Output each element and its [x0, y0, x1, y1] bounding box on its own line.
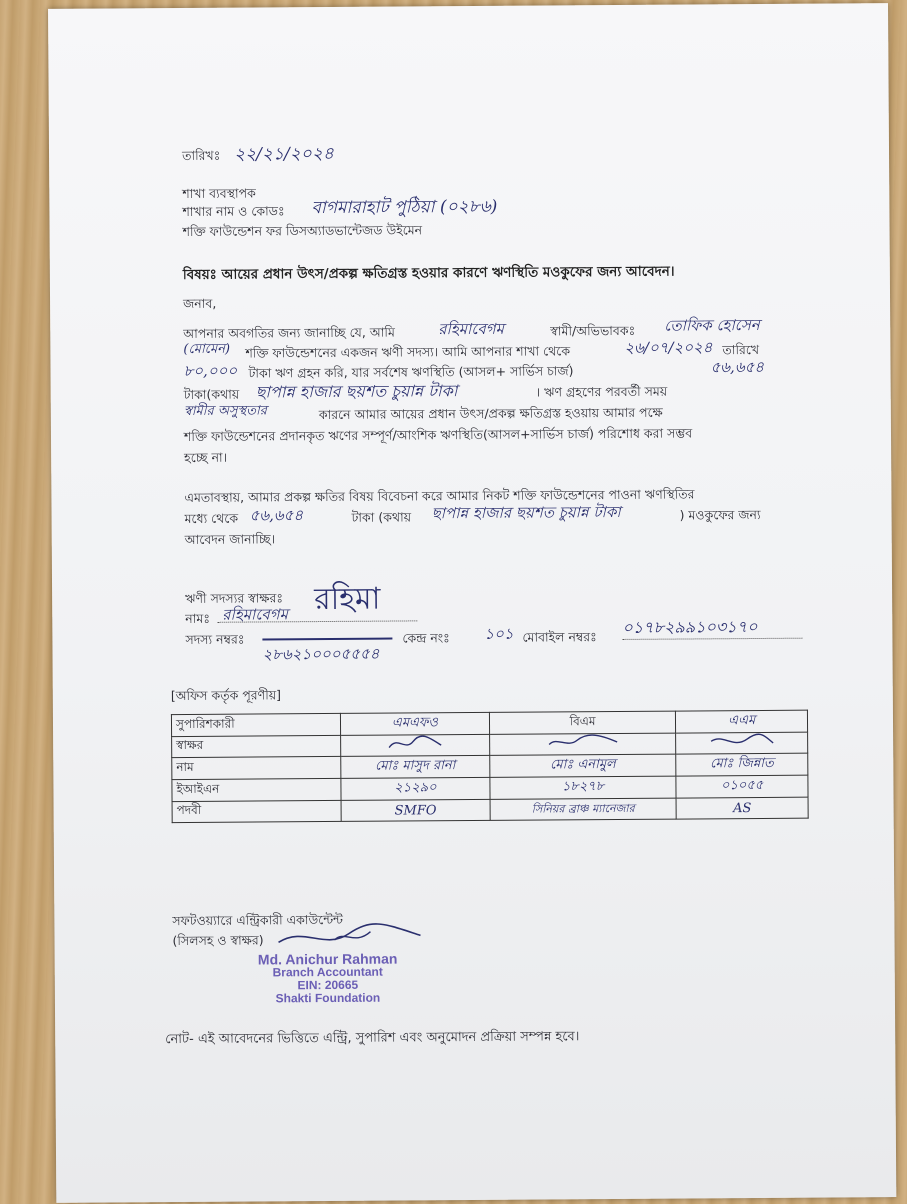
office-approval-table: [171, 710, 809, 823]
am-name: মোঃ জিন্নাত: [676, 753, 808, 776]
header-am: এএম: [676, 710, 808, 733]
para1-line3-a: টাকা ঋণ গ্রহন করি, যার সর্বশেষ ঋণস্থিতি (আসল+ সার্ভিস চার্জ): [248, 363, 574, 381]
row-label-signature: স্বাক্ষর: [172, 735, 341, 757]
accountant-signature: [274, 921, 424, 952]
accountant-seal-label: (সিলসহ ও স্বাক্ষর): [172, 932, 264, 949]
bm-ein: ১৮২৭৮: [490, 776, 677, 799]
date-label: তারিখঃ: [181, 147, 221, 163]
footer-note: নোট- এই আবেদনের ভিত্তিতে এন্ট্রি, সুপারিশ এবং অনুমোদন প্রক্রিয়া সম্পন্ন হবে।: [165, 1029, 580, 1048]
mfo-name: মোঃ মাসুদ রানা: [341, 755, 490, 778]
guardian-suffix: (মোমেন): [183, 341, 231, 357]
bm-signature-scribble: [543, 734, 623, 751]
header-bm: বিএম: [489, 711, 676, 734]
am-signature: [676, 732, 808, 754]
stamp-ein: EIN: 20665: [297, 977, 359, 993]
waiver-amount: ৫৬,৬৫৪: [249, 506, 304, 525]
struck-member-id: [262, 628, 392, 641]
para1-line1-a: আপনার অবগতির জন্য জানাচ্ছি যে, আমি: [183, 324, 395, 341]
application-form-paper: [48, 3, 896, 1203]
para1-line2-b: তারিখে: [722, 341, 760, 358]
para1-line5-a: কারনে আমার আয়ের প্রধান উৎস/প্রকল্প ক্ষতিগ্রস্ত হওয়ায় আমার পক্ষে: [318, 404, 663, 423]
table-row: [172, 797, 808, 822]
para1-line6: শক্তি ফাউন্ডেশনের প্রদানকৃত ঋণের সম্পূর্ণ/আংশিক ঋণস্থিতি(আসল+সার্ভিস চার্জ) পরিশোধ করা সম্ভব: [183, 425, 693, 444]
stamp-title: Branch Accountant: [272, 964, 383, 980]
mfo-signature-scribble: [385, 735, 445, 751]
balance-in-words: ছাপান্ন হাজার ছয়শত চুয়ান্ন টাকা: [255, 381, 458, 402]
para1-line4-b: । ঋণ গ্রহণের পরবর্তী সময়: [535, 383, 668, 400]
office-use-label: [অফিস কর্তৃক পূরণীয়]: [170, 687, 282, 704]
row-label-name: নাম: [172, 756, 341, 779]
center-label: কেন্দ্র নংঃ: [402, 630, 450, 646]
mfo-ein: ২১২৯০: [341, 777, 490, 800]
branch-name-label: শাখার নাম ও কোডঃ: [182, 203, 285, 219]
guardian-name: তোফিক হোসেন: [664, 315, 760, 335]
para2-line3: আবেদন জানাচ্ছি।: [184, 531, 276, 547]
bm-name: মোঃ এনামুল: [490, 754, 677, 777]
para1-line1-b: স্বামী/অভিভাবকঃ: [550, 322, 636, 339]
para2-line2-b: টাকা (কথায়: [351, 509, 412, 525]
member-id: ২৮৬২১০০০৫৫৫৪: [262, 644, 380, 664]
loss-reason: স্বামীর অসুস্থতার: [183, 403, 267, 419]
member-id-label: সদস্য নম্বরঃ: [185, 631, 245, 647]
header-recommender: সুপারিশকারী: [171, 713, 340, 736]
loan-balance: ৫৬,৬৫৪: [710, 357, 765, 377]
para2-line1: এমতাবস্থায়, আমার প্রকল্প ক্ষতির বিষয় বিবেচনা করে আমার নিকট শক্তি ফাউন্ডেশনের পাওনা ঋণস্থিতির: [184, 486, 695, 505]
bm-designation: সিনিয়র ব্রাঞ্চ ম্যানেজার: [490, 798, 677, 820]
stamp-org: Shakti Foundation: [275, 990, 381, 1006]
center-number: ১০১: [484, 624, 514, 643]
row-label-designation: পদবী: [172, 800, 341, 822]
para1-line7: হচ্ছে না।: [184, 449, 228, 465]
mfo-signature: [341, 734, 490, 756]
mfo-designation: SMFO: [341, 799, 490, 821]
waiver-amount-words: ছাপান্ন হাজার ছয়শত চুয়ান্ন টাকা: [431, 502, 621, 523]
subject-line: বিষয়ঃ আয়ের প্রধান উৎস/প্রকল্প ক্ষতিগ্রস্ত হওয়ার কারণে ঋণস্থিতি মওকুফের জন্য আবেদন।: [182, 263, 675, 283]
member-signature-label: ঋণী সদস্যর স্বাক্ষরঃ: [185, 590, 284, 606]
am-ein: ০১০৫৫: [676, 775, 808, 798]
am-signature-scribble: [707, 733, 777, 749]
address-line-1: শাখা ব্যবস্থাপক: [182, 185, 256, 201]
para1-line4-a: টাকা(কথায়: [183, 386, 240, 402]
member-name-label: নামঃ: [185, 610, 211, 626]
loan-date: ২৬/০৭/২০২৪: [624, 338, 713, 357]
bm-signature: [489, 733, 676, 755]
row-label-ein: ইআইএন: [172, 778, 341, 801]
stamp-name: Md. Anichur Rahman: [257, 950, 398, 968]
address-line-3: শক্তি ফাউন্ডেশন ফর ডিসঅ্যাডভান্টেজড উইমেন: [182, 222, 423, 239]
para1-line2-a: শক্তি ফাউন্ডেশনের একজন ঋণী সদস্য। আমি আপনার শাখা থেকে: [245, 343, 571, 361]
accountant-label: সফটওয়্যারে এন্ট্রিকারী একাউন্টেন্ট: [172, 911, 344, 929]
branch-name-value: বাগমারাহাট পুঠিয়া (০২৮৬): [311, 196, 498, 219]
loan-amount: ৮০,০০০: [183, 361, 238, 380]
mobile-number: ০১৭৮২৯৯১০৩১৭০: [622, 616, 758, 637]
salutation: জনাব,: [183, 295, 217, 311]
member-signature: রহিমা: [314, 581, 381, 618]
applicant-name: রহিমাবেগম: [438, 319, 504, 339]
accountant-stamp: [243, 952, 413, 1005]
member-name: রহিমাবেগম: [222, 605, 288, 624]
header-mfo: এমএফও: [340, 712, 489, 735]
para2-line2-c: ) মওকুফের জন্য: [679, 506, 761, 523]
am-designation: AS: [676, 797, 808, 819]
para2-line2-a: মধ্যে থেকে: [184, 510, 239, 526]
mobile-label: মোবাইল নম্বরঃ: [522, 629, 597, 645]
date-value: ২২/২১/২০২৪: [233, 143, 334, 165]
